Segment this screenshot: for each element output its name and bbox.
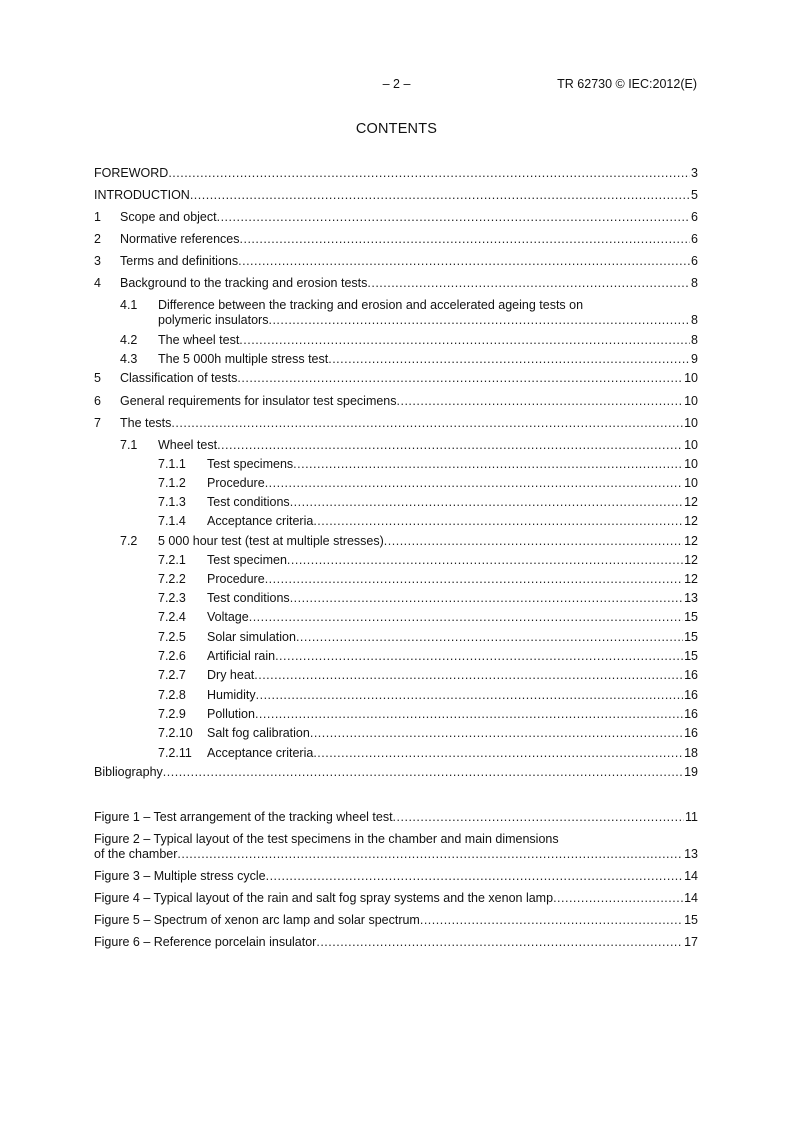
toc-number: 7.2.7 (158, 668, 186, 682)
dot-leader (420, 913, 683, 928)
toc-page-number: 19 (684, 765, 698, 779)
toc-number: 7.1.3 (158, 495, 186, 509)
toc-number: 6 (94, 394, 101, 408)
toc-title: Acceptance criteria (207, 514, 314, 528)
toc-page-number: 8 (691, 313, 698, 327)
toc-page-number: 18 (684, 746, 698, 760)
figure-title: Figure 5 – Spectrum of xenon arc lamp and solar spectrum (94, 913, 420, 927)
figure-entry[interactable] (94, 810, 698, 825)
toc-page-number: 12 (684, 514, 698, 528)
toc-page-number: 10 (684, 394, 698, 408)
toc-entry[interactable] (94, 688, 698, 703)
dot-leader (310, 726, 683, 741)
dot-leader (290, 495, 683, 510)
toc-number: 7.2.4 (158, 610, 186, 624)
figure-title: Figure 1 – Test arrangement of the tracking wheel test (94, 810, 393, 824)
toc-title: Test conditions (207, 591, 290, 605)
toc-number: 7.1.4 (158, 514, 186, 528)
figure-title-line1: Figure 2 – Typical layout of the test specimens in the chamber and main dimensions (94, 832, 559, 846)
toc-entry[interactable] (94, 438, 698, 453)
dot-leader (290, 591, 683, 606)
toc-number: 3 (94, 254, 101, 268)
toc-entry[interactable] (94, 276, 698, 291)
toc-entry[interactable] (94, 553, 698, 568)
toc-number: 7.2 (120, 534, 138, 548)
dot-leader (163, 765, 683, 780)
figure-page-number: 15 (684, 913, 698, 927)
toc-number: 7.2.6 (158, 649, 186, 663)
toc-entry[interactable] (94, 610, 698, 625)
toc-title: Test conditions (207, 495, 290, 509)
toc-page-number: 12 (684, 553, 698, 567)
toc-number: 7 (94, 416, 101, 430)
toc-number: 7.2.11 (158, 746, 192, 760)
toc-entry[interactable] (94, 514, 698, 529)
dot-leader (313, 746, 683, 761)
toc-title: Wheel test (158, 438, 218, 452)
toc-entry[interactable] (94, 298, 698, 328)
toc-number: 7.2.9 (158, 707, 186, 721)
dot-leader (249, 610, 683, 625)
toc-title: Pollution (207, 707, 255, 721)
toc-entry[interactable] (94, 534, 698, 549)
dot-leader (239, 333, 690, 348)
toc-page-number: 6 (691, 254, 698, 268)
figure-page-number: 13 (684, 847, 698, 861)
toc-entry[interactable] (94, 649, 698, 664)
toc-title: Voltage (207, 610, 249, 624)
toc-entry[interactable] (94, 188, 698, 203)
figure-entry[interactable] (94, 913, 698, 928)
toc-entry[interactable] (94, 572, 698, 587)
toc-title: General requirements for insulator test specimens (120, 394, 397, 408)
figure-entry[interactable] (94, 891, 698, 906)
toc-number: 7.2.3 (158, 591, 186, 605)
figure-page-number: 11 (685, 810, 698, 824)
toc-page-number: 10 (684, 371, 698, 385)
dot-leader (553, 891, 683, 906)
toc-title: Humidity (207, 688, 256, 702)
toc-title: INTRODUCTION (94, 188, 190, 202)
contents-heading: CONTENTS (355, 121, 438, 137)
dot-leader (256, 688, 683, 703)
toc-title: Salt fog calibration (207, 726, 310, 740)
dot-leader (296, 630, 683, 645)
toc-page-number: 9 (691, 352, 698, 366)
toc-page-number: 6 (691, 232, 698, 246)
toc-number: 7.2.8 (158, 688, 186, 702)
dot-leader (268, 313, 690, 328)
toc-entry[interactable] (94, 746, 698, 761)
toc-title: The 5 000h multiple stress test (158, 352, 329, 366)
dot-leader (275, 649, 683, 664)
toc-number: 5 (94, 371, 101, 385)
toc-entry[interactable] (94, 232, 698, 247)
dot-leader (177, 847, 683, 862)
toc-title: Terms and definitions (120, 254, 239, 268)
toc-entry[interactable] (94, 457, 698, 472)
toc-entry[interactable] (94, 726, 698, 741)
toc-page-number: 10 (684, 457, 698, 471)
toc-entry[interactable] (94, 166, 698, 181)
toc-number: 7.1 (120, 438, 138, 452)
figure-title: Figure 4 – Typical layout of the rain and salt fog spray systems and the xenon lamp (94, 891, 554, 905)
toc-page-number: 16 (684, 726, 698, 740)
dot-leader (265, 572, 683, 587)
dot-leader (393, 810, 684, 825)
toc-title: Procedure (207, 572, 265, 586)
toc-title: The wheel test (158, 333, 240, 347)
dot-leader (397, 394, 684, 409)
toc-entry[interactable] (94, 668, 698, 683)
dot-leader (316, 935, 683, 950)
dot-leader (266, 869, 684, 884)
toc-entry[interactable] (94, 394, 698, 409)
document-reference: TR 62730 © IEC:2012(E) (557, 77, 697, 91)
figure-title: of the chamber (94, 847, 178, 861)
toc-title: Normative references (120, 232, 240, 246)
toc-number: 7.2.1 (158, 553, 186, 567)
toc-number: 7.2.10 (158, 726, 193, 740)
toc-entry[interactable] (94, 707, 698, 722)
toc-page-number: 6 (691, 210, 698, 224)
toc-page-number: 13 (684, 591, 698, 605)
toc-number: 7.1.2 (158, 476, 186, 490)
toc-entry[interactable] (94, 254, 698, 269)
toc-entry[interactable] (94, 495, 698, 510)
toc-title: Dry heat (207, 668, 255, 682)
figure-title: Figure 6 – Reference porcelain insulator (94, 935, 317, 949)
toc-title: Scope and object (120, 210, 217, 224)
toc-page-number: 8 (691, 333, 698, 347)
dot-leader (384, 534, 683, 549)
toc-page-number: 16 (684, 707, 698, 721)
toc-title: Background to the tracking and erosion tests (120, 276, 368, 290)
toc-page-number: 3 (691, 166, 698, 180)
toc-number: 7.2.2 (158, 572, 186, 586)
toc-entry[interactable] (94, 630, 698, 645)
figure-entry[interactable] (94, 869, 698, 884)
toc-title: Test specimen (207, 553, 287, 567)
toc-number: 4.2 (120, 333, 138, 347)
toc-page-number: 12 (684, 534, 698, 548)
toc-number: 4.1 (120, 298, 138, 312)
dot-leader (190, 188, 690, 203)
toc-title-line1: Difference between the tracking and erosion and accelerated ageing tests on (158, 298, 584, 312)
toc-page-number: 16 (684, 688, 698, 702)
toc-entry[interactable] (94, 333, 698, 348)
dot-leader (217, 438, 683, 453)
toc-title: Solar simulation (207, 630, 296, 644)
toc-page-number: 16 (684, 668, 698, 682)
toc-entry[interactable] (94, 765, 698, 780)
dot-leader (238, 254, 690, 269)
toc-title: polymeric insulators (158, 313, 269, 327)
toc-page-number: 12 (684, 495, 698, 509)
toc-entry[interactable] (94, 210, 698, 225)
dot-leader (287, 553, 683, 568)
figure-title: Figure 3 – Multiple stress cycle (94, 869, 266, 883)
figure-entry[interactable] (94, 935, 698, 950)
toc-title: Artificial rain (207, 649, 276, 663)
dot-leader (255, 707, 683, 722)
toc-title: Procedure (207, 476, 265, 490)
dot-leader (313, 514, 683, 529)
dot-leader (168, 166, 690, 181)
toc-number: 2 (94, 232, 101, 246)
toc-number: 4.3 (120, 352, 138, 366)
toc-entry[interactable] (94, 371, 698, 386)
toc-page-number: 5 (691, 188, 698, 202)
dot-leader (265, 476, 683, 491)
figure-page-number: 14 (684, 891, 698, 905)
toc-page-number: 15 (684, 630, 698, 644)
dot-leader (367, 276, 690, 291)
toc-page-number: 10 (684, 476, 698, 490)
toc-title: Classification of tests (120, 371, 238, 385)
dot-leader (293, 457, 683, 472)
toc-page-number: 15 (684, 610, 698, 624)
toc-title: Test specimens (207, 457, 294, 471)
toc-title: FOREWORD (94, 166, 169, 180)
toc-entry[interactable] (94, 416, 698, 431)
toc-page-number: 10 (684, 438, 698, 452)
toc-number: 4 (94, 276, 101, 290)
toc-page-number: 8 (691, 276, 698, 290)
toc-page-number: 15 (684, 649, 698, 663)
toc-title: 5 000 hour test (test at multiple stresses) (158, 534, 384, 548)
page-header (0, 77, 793, 93)
dot-leader (217, 210, 690, 225)
dot-leader (240, 232, 691, 247)
figure-page-number: 14 (684, 869, 698, 883)
toc-entry[interactable] (94, 352, 698, 367)
toc-title: Bibliography (94, 765, 163, 779)
page-number: – 2 – (382, 77, 411, 91)
figure-page-number: 17 (684, 935, 698, 949)
dot-leader (171, 416, 683, 431)
dot-leader (237, 371, 683, 386)
toc-title: Acceptance criteria (207, 746, 314, 760)
toc-page-number: 10 (684, 416, 698, 430)
dot-leader (328, 352, 690, 367)
toc-entry[interactable] (94, 591, 698, 606)
toc-title: The tests (120, 416, 172, 430)
toc-entry[interactable] (94, 476, 698, 491)
toc-number: 1 (94, 210, 101, 224)
figure-entry[interactable] (94, 832, 698, 862)
dot-leader (254, 668, 683, 683)
toc-number: 7.2.5 (158, 630, 186, 644)
toc-page-number: 12 (684, 572, 698, 586)
toc-number: 7.1.1 (158, 457, 186, 471)
